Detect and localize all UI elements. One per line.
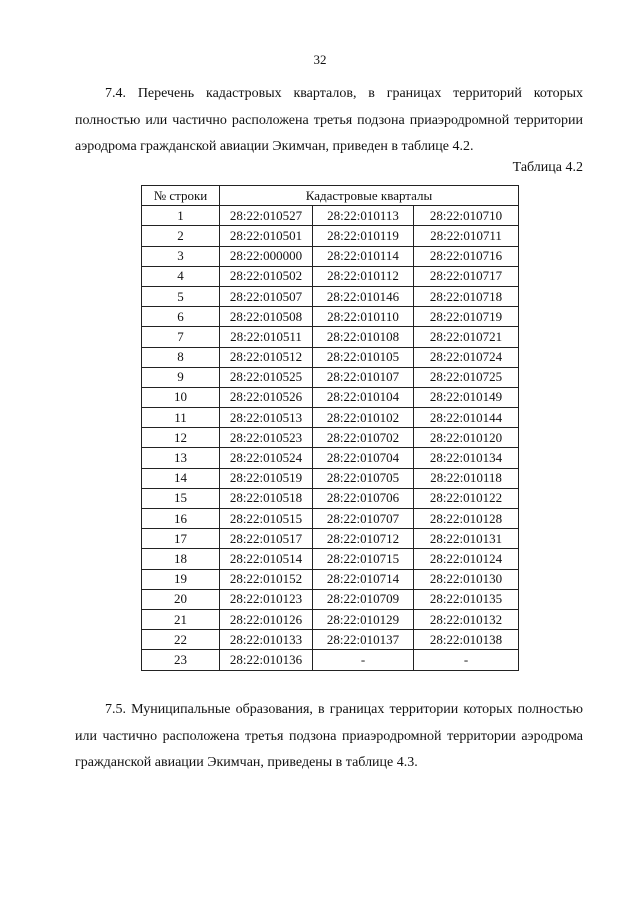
paragraph-line: аэродрома гражданской авиации Экимчан, приведен в таблице 4.2. bbox=[75, 139, 474, 154]
table-row bbox=[142, 529, 519, 549]
cadastral-quarter-cell: 28:22:010133 bbox=[220, 630, 313, 650]
paragraph-line: 7.5. Муниципальные образования, в границах территории которых полностью bbox=[105, 702, 583, 717]
cadastral-quarter-cell: 28:22:010138 bbox=[414, 630, 519, 650]
row-number-cell: 17 bbox=[142, 529, 220, 549]
cadastral-quarter-cell: 28:22:010129 bbox=[313, 609, 414, 629]
cadastral-quarter-cell: 28:22:010108 bbox=[313, 327, 414, 347]
cadastral-quarter-cell: 28:22:010524 bbox=[220, 448, 313, 468]
table-row bbox=[142, 286, 519, 306]
cadastral-quarter-cell: 28:22:010126 bbox=[220, 609, 313, 629]
cadastral-quarter-cell: 28:22:010136 bbox=[220, 650, 313, 670]
cadastral-quarter-cell: 28:22:010104 bbox=[313, 387, 414, 407]
cadastral-quarter-cell: 28:22:010502 bbox=[220, 266, 313, 286]
row-number-cell: 23 bbox=[142, 650, 220, 670]
cadastral-quarter-cell: 28:22:010707 bbox=[313, 509, 414, 529]
cadastral-quarter-cell: - bbox=[313, 650, 414, 670]
cadastral-quarter-cell: 28:22:010113 bbox=[313, 206, 414, 226]
page-number: 32 bbox=[313, 52, 327, 67]
cadastral-quarter-cell: 28:22:010526 bbox=[220, 387, 313, 407]
cadastral-quarter-cell: 28:22:010114 bbox=[313, 246, 414, 266]
cadastral-quarter-cell: 28:22:010517 bbox=[220, 529, 313, 549]
row-number-cell: 12 bbox=[142, 428, 220, 448]
cadastral-quarter-cell: 28:22:010725 bbox=[414, 367, 519, 387]
row-number-cell: 14 bbox=[142, 468, 220, 488]
table-row bbox=[142, 468, 519, 488]
cadastral-quarter-cell: - bbox=[414, 650, 519, 670]
table-caption: Таблица 4.2 bbox=[512, 160, 583, 175]
table-row bbox=[142, 226, 519, 246]
paragraph-7-4 bbox=[75, 81, 583, 161]
table-row bbox=[142, 307, 519, 327]
cadastral-quarter-cell: 28:22:010710 bbox=[414, 206, 519, 226]
cadastral-quarter-cell: 28:22:000000 bbox=[220, 246, 313, 266]
table-row bbox=[142, 387, 519, 407]
row-number-cell: 19 bbox=[142, 569, 220, 589]
row-number-cell: 11 bbox=[142, 408, 220, 428]
cadastral-quarter-cell: 28:22:010132 bbox=[414, 609, 519, 629]
cadastral-quarter-cell: 28:22:010105 bbox=[313, 347, 414, 367]
cadastral-quarter-cell: 28:22:010724 bbox=[414, 347, 519, 367]
table-row bbox=[142, 650, 519, 670]
row-number-cell: 15 bbox=[142, 488, 220, 508]
table-row bbox=[142, 448, 519, 468]
cadastral-quarter-cell: 28:22:010706 bbox=[313, 488, 414, 508]
cadastral-quarter-cell: 28:22:010110 bbox=[313, 307, 414, 327]
table-row bbox=[142, 488, 519, 508]
row-number-cell: 22 bbox=[142, 630, 220, 650]
cadastral-quarter-cell: 28:22:010714 bbox=[313, 569, 414, 589]
cadastral-quarter-cell: 28:22:010705 bbox=[313, 468, 414, 488]
table-row bbox=[142, 549, 519, 569]
cadastral-quarter-cell: 28:22:010130 bbox=[414, 569, 519, 589]
cadastral-quarter-cell: 28:22:010709 bbox=[313, 589, 414, 609]
row-number-cell: 16 bbox=[142, 509, 220, 529]
cadastral-quarter-cell: 28:22:010523 bbox=[220, 428, 313, 448]
row-number-cell: 8 bbox=[142, 347, 220, 367]
table-row bbox=[142, 428, 519, 448]
cadastral-quarter-cell: 28:22:010518 bbox=[220, 488, 313, 508]
cadastral-quarter-cell: 28:22:010519 bbox=[220, 468, 313, 488]
cadastral-quarter-cell: 28:22:010718 bbox=[414, 286, 519, 306]
cadastral-quarter-cell: 28:22:010128 bbox=[414, 509, 519, 529]
cadastral-quarter-cell: 28:22:010514 bbox=[220, 549, 313, 569]
cadastral-quarter-cell: 28:22:010118 bbox=[414, 468, 519, 488]
table-row bbox=[142, 206, 519, 226]
row-number-cell: 20 bbox=[142, 589, 220, 609]
row-number-cell: 13 bbox=[142, 448, 220, 468]
header-cadastral-quarters: Кадастровые кварталы bbox=[220, 186, 519, 206]
cadastral-quarter-cell: 28:22:010515 bbox=[220, 509, 313, 529]
cadastral-quarter-cell: 28:22:010135 bbox=[414, 589, 519, 609]
cadastral-quarter-cell: 28:22:010124 bbox=[414, 549, 519, 569]
cadastral-quarters-table bbox=[141, 185, 519, 671]
table-row bbox=[142, 630, 519, 650]
cadastral-quarter-cell: 28:22:010715 bbox=[313, 549, 414, 569]
cadastral-quarter-cell: 28:22:010711 bbox=[414, 226, 519, 246]
cadastral-quarter-cell: 28:22:010137 bbox=[313, 630, 414, 650]
table-row bbox=[142, 589, 519, 609]
cadastral-quarter-cell: 28:22:010702 bbox=[313, 428, 414, 448]
table-row bbox=[142, 327, 519, 347]
table-row bbox=[142, 266, 519, 286]
cadastral-quarter-cell: 28:22:010508 bbox=[220, 307, 313, 327]
cadastral-quarter-cell: 28:22:010144 bbox=[414, 408, 519, 428]
paragraph-line: полностью или частично расположена третья подзона приаэродромной территории bbox=[75, 112, 583, 128]
table-header-row bbox=[142, 186, 519, 206]
table-row bbox=[142, 609, 519, 629]
row-number-cell: 5 bbox=[142, 286, 220, 306]
row-number-cell: 10 bbox=[142, 387, 220, 407]
row-number-cell: 6 bbox=[142, 307, 220, 327]
row-number-cell: 4 bbox=[142, 266, 220, 286]
table-row bbox=[142, 569, 519, 589]
paragraph-7-5 bbox=[75, 697, 583, 777]
table-body bbox=[142, 206, 519, 670]
row-number-cell: 1 bbox=[142, 206, 220, 226]
cadastral-quarter-cell: 28:22:010501 bbox=[220, 226, 313, 246]
cadastral-quarter-cell: 28:22:010513 bbox=[220, 408, 313, 428]
cadastral-quarter-cell: 28:22:010112 bbox=[313, 266, 414, 286]
cadastral-quarter-cell: 28:22:010134 bbox=[414, 448, 519, 468]
cadastral-quarter-cell: 28:22:010704 bbox=[313, 448, 414, 468]
row-number-cell: 9 bbox=[142, 367, 220, 387]
cadastral-quarter-cell: 28:22:010527 bbox=[220, 206, 313, 226]
table-row bbox=[142, 367, 519, 387]
cadastral-quarter-cell: 28:22:010716 bbox=[414, 246, 519, 266]
cadastral-quarter-cell: 28:22:010152 bbox=[220, 569, 313, 589]
paragraph-line: гражданской авиации Экимчан, приведены в таблице 4.3. bbox=[75, 755, 418, 770]
row-number-cell: 3 bbox=[142, 246, 220, 266]
row-number-cell: 18 bbox=[142, 549, 220, 569]
cadastral-quarter-cell: 28:22:010717 bbox=[414, 266, 519, 286]
cadastral-quarter-cell: 28:22:010120 bbox=[414, 428, 519, 448]
cadastral-quarter-cell: 28:22:010107 bbox=[313, 367, 414, 387]
cadastral-quarter-cell: 28:22:010149 bbox=[414, 387, 519, 407]
table-row bbox=[142, 347, 519, 367]
table-row bbox=[142, 246, 519, 266]
row-number-cell: 7 bbox=[142, 327, 220, 347]
cadastral-quarter-cell: 28:22:010131 bbox=[414, 529, 519, 549]
cadastral-quarter-cell: 28:22:010123 bbox=[220, 589, 313, 609]
cadastral-quarter-cell: 28:22:010146 bbox=[313, 286, 414, 306]
row-number-cell: 2 bbox=[142, 226, 220, 246]
paragraph-line: или частично расположена третья подзона приаэродромной территории аэродрома bbox=[75, 728, 583, 744]
cadastral-quarter-cell: 28:22:010511 bbox=[220, 327, 313, 347]
header-row-number: № строки bbox=[142, 186, 220, 206]
cadastral-quarter-cell: 28:22:010102 bbox=[313, 408, 414, 428]
cadastral-quarter-cell: 28:22:010122 bbox=[414, 488, 519, 508]
cadastral-quarter-cell: 28:22:010721 bbox=[414, 327, 519, 347]
cadastral-quarter-cell: 28:22:010719 bbox=[414, 307, 519, 327]
table-row bbox=[142, 408, 519, 428]
table-row bbox=[142, 509, 519, 529]
cadastral-quarter-cell: 28:22:010512 bbox=[220, 347, 313, 367]
cadastral-quarter-cell: 28:22:010712 bbox=[313, 529, 414, 549]
cadastral-quarter-cell: 28:22:010507 bbox=[220, 286, 313, 306]
cadastral-quarter-cell: 28:22:010119 bbox=[313, 226, 414, 246]
paragraph-line: 7.4. Перечень кадастровых кварталов, в границах территорий которых bbox=[105, 86, 583, 101]
cadastral-quarter-cell: 28:22:010525 bbox=[220, 367, 313, 387]
row-number-cell: 21 bbox=[142, 609, 220, 629]
